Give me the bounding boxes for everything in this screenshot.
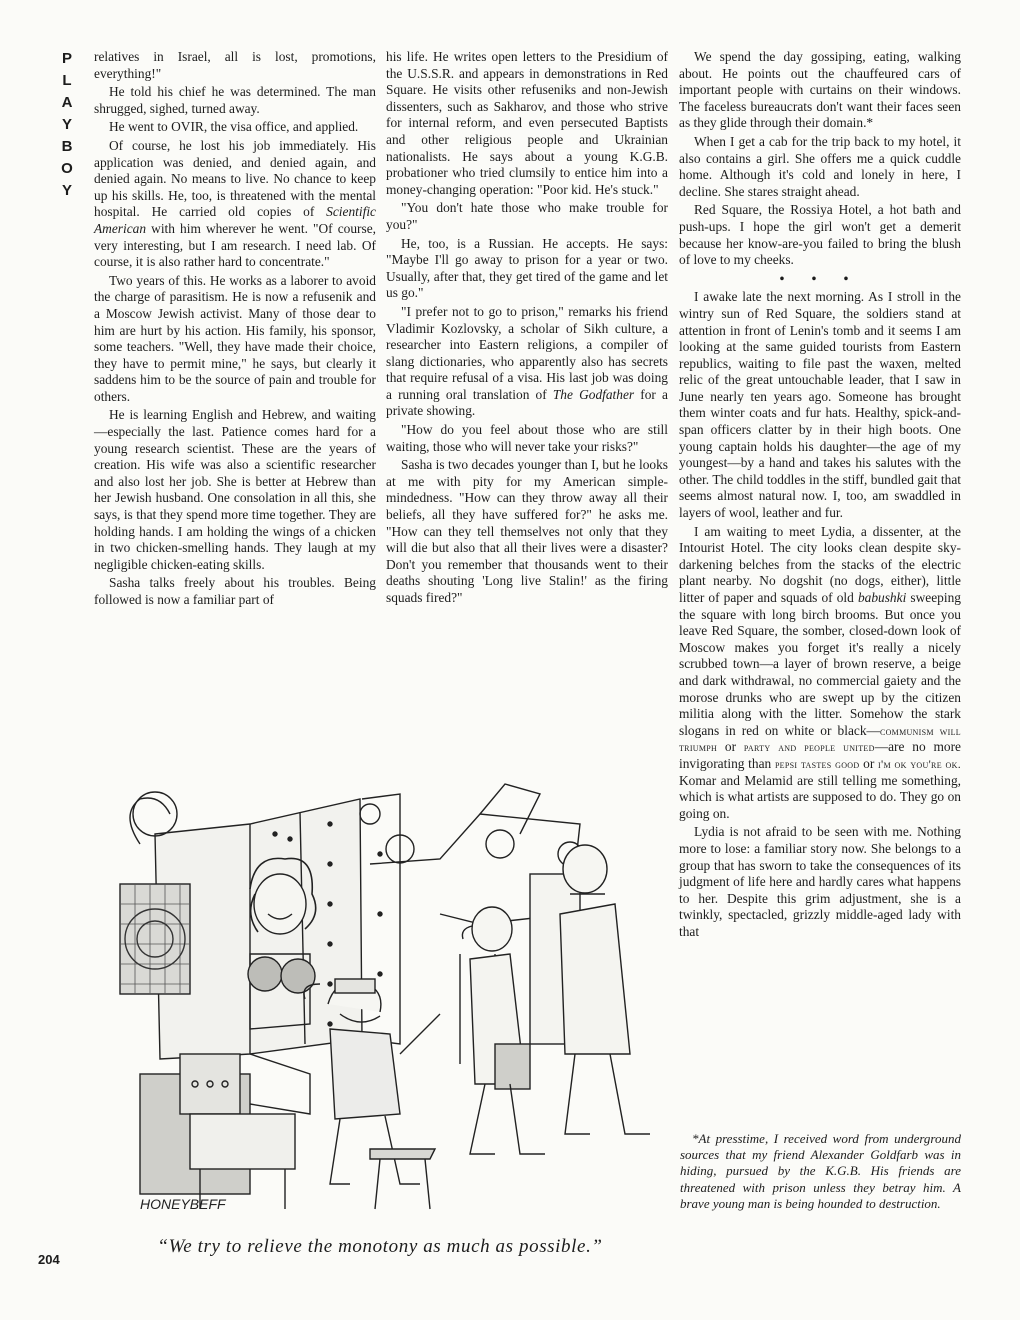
text-run: sweeping the square with long birch brooms. But once you leave Red Square, the somber, closed-down look of Moscow makes you forget it's really a nicely scrubbed town—a layer of brown reserve, a beige and dark withdrawal, no commercial gaiety and the morose drunks who are swept up by the citizen militia along with the litter. Somehow the stark slogans in red on white or black— xyxy=(679,590,961,738)
cartoon-signature: HONEYBEFF xyxy=(140,1196,226,1212)
column-1 xyxy=(94,49,376,609)
text-run: Komar and Melamid are still telling me something, which is what artists are supposed to do. They go on going on. xyxy=(679,772,961,821)
paragraph: He, too, is a Russian. He accepts. He says: "Maybe I'll go away to prison for a year or two. Usually, after that, they get tired of the game and let us go." xyxy=(386,235,668,301)
page-number: 204 xyxy=(38,1252,60,1267)
paragraph: He told his chief he was determined. The man shrugged, sighed, turned away. xyxy=(94,84,376,116)
paragraph: "You don't hate those who make trouble for you?" xyxy=(386,200,668,232)
paragraph: We spend the day gossiping, eating, walking about. He points out the chauffeured cars of important people with curtains on their windows. The faceless bureaucrats don't want their faces seen as they glide through their domain.* xyxy=(679,49,961,131)
text-run: for a private showing. xyxy=(386,386,668,419)
masthead-letter: A xyxy=(61,94,73,111)
text-run: or xyxy=(859,755,879,771)
slogan: i'm ok you're ok. xyxy=(878,756,961,771)
italic-title: Scientific American xyxy=(94,204,376,236)
text-run: —are no more invigorating than xyxy=(679,739,961,771)
paragraph: relatives in Israel, all is lost, promotions, everything!" xyxy=(94,49,376,81)
paragraph xyxy=(94,138,376,271)
slogan: party and people united xyxy=(743,740,875,755)
italic-word: babushki xyxy=(857,590,907,605)
italic-title: The Godfather xyxy=(552,386,635,402)
paragraph xyxy=(679,524,961,823)
masthead-letter: L xyxy=(62,72,72,89)
masthead-letter: P xyxy=(61,50,72,67)
masthead-letter: B xyxy=(61,138,73,155)
paragraph: I awake late the next morning. As I stroll in the wintry sun of Red Square, the soldiers stand at attention in front of Lenin's tomb and it seems I am looking at the same guided tourists from Eastern republics, waiting to file past the waxen, melted relic of the great untouchable leader, that I saw in June nearly ten years ago. Someone has brought them winter coats and fur hats. Healthy, spick-and-span officers clatter by in their high boots. One young captain holds his daughter—the age of my youngest—by a hand and takes his salutes with the other. The child toddles in the stiff, bundled gait that seems almost natural now. I, too, am swaddled in layers of wool, leather and fur. xyxy=(679,289,961,521)
masthead-letter: Y xyxy=(61,182,72,199)
paragraph: "How do you feel about those who are still waiting, those who will never take your risks?" xyxy=(386,422,668,454)
cartoon-caption: “We try to relieve the monotony as much as possible.” xyxy=(157,1236,603,1257)
masthead-letter: Y xyxy=(61,116,72,133)
paragraph: Two years of this. He works as a laborer to avoid the charge of parasitism. He is now a refusenik and a Moscow Jewish activist. Many of those dear to him are hurt by his action. His family, his sponsor, some teachers. "Well, they have made their choice, they have to permit mine," he says, but clearly it saddens him to be the source of pain and trouble for others. xyxy=(94,272,376,404)
paragraph: Sasha is two decades younger than I, but he looks at me with pity for my American simple-mindedness. "How can they throw away all their beliefs, all they have suffered for?" he asks me. "How can they tell themselves not only that they will die but also that all their lives were a disaster? Don't you remember that thousands went to their deaths shouting 'Long live Stalin!' as the firing squads fired?" xyxy=(386,457,668,605)
paragraph: Red Square, the Rossiya Hotel, a hot bath and push-ups. I hope the girl won't get a demerit because her know-are-you failed to bring the blush of love to my cheeks. xyxy=(679,202,961,268)
paragraph: He went to OVIR, the visa office, and applied. xyxy=(109,119,359,135)
section-break: • • • xyxy=(779,270,861,286)
text-run: I am waiting to meet Lydia, a dissenter, at the Intourist Hotel. The city looks clean despite sky-darkening belches from the stacks of the electric plant nearby. No dogshit (no dogs, either), little litter of paper and squads of old xyxy=(679,523,961,605)
masthead-vertical xyxy=(56,48,78,202)
paragraph: Sasha talks freely about his troubles. Being followed is now a familiar part of xyxy=(94,575,376,607)
text-run: with him wherever he went. "Of course, very interesting, but I am research. I need lab. Of course, it is also rather hard to concentrate." xyxy=(94,220,376,270)
paragraph xyxy=(386,304,668,420)
footnote-text: *At presstime, I received word from underground sources that my friend Alexander Goldfarb was in hiding, pursued by the K.G.B. His friends are threatened with prison unless they betray him. A brave young man is being hounded to destruction. xyxy=(680,1131,961,1211)
cartoon-illustration xyxy=(100,754,660,1230)
slogan: communism will triumph xyxy=(679,723,961,755)
footnote xyxy=(680,1131,961,1212)
paragraph: his life. He writes open letters to the Presidium of the U.S.S.R. and appears in demonstrations in Red Square. He visits other refuseniks and non-Jewish dissenters, such as Sakharov, and those who strive for internal reform, and even persecuted Baptists and other religious people and Ukrainian nationalists. He says about a young K.G.B. probationer who tried clumsily to entice him into a money-changing operation: "Poor kid. He's stuck." xyxy=(386,49,668,197)
column-3 xyxy=(679,49,961,940)
text-run: or xyxy=(717,739,744,755)
slogan: pepsi tastes good xyxy=(774,756,860,771)
column-2 xyxy=(386,49,668,607)
paragraph: When I get a cab for the trip back to my hotel, it also contains a girl. She offers me a quick cuddle home. Although it's cold and lonely in here, I decline. She stares straight ahead. xyxy=(679,133,961,199)
paragraph: Lydia is not afraid to be seen with me. Nothing more to lose: a familiar story now. She belongs to a group that has sworn to take the consequences of its judgment of life here and hardly cares what happens to her. Despite this grim adjustment, she is a twinkly, spectacled, grizzly middle-aged lady with that xyxy=(679,824,961,939)
text-run: Of course, he lost his job immediately. His application was denied, and denied again, and denied again. No means to live. No chance to keep up his skills. He, too, is threatened with the mental hospital. He carried old copies of xyxy=(94,137,376,220)
masthead-letter: O xyxy=(61,160,73,177)
paragraph: He is learning English and Hebrew, and waiting—especially the last. Patience comes hard for a young research scientist. These are the years of creation. His wife was also a scientific researcher and also lost her job. She is better at Hebrew than her Jewish husband. One consolation in all this, she says, is that they spend more time together. They are holding hands. I am holding the wings of a chicken in two chicken-smelling hands. They laugh at my negligible chicken-eating skills. xyxy=(94,407,376,572)
text-run: "I prefer not to go to prison," remarks his friend Vladimir Kozlovsky, a scholar of Sikh culture, a researcher into Eastern religions, a compiler of slang dictionaries, who apparently also has secrets that require refusal of a visa. His last job was doing a running oral translation of xyxy=(386,303,668,402)
